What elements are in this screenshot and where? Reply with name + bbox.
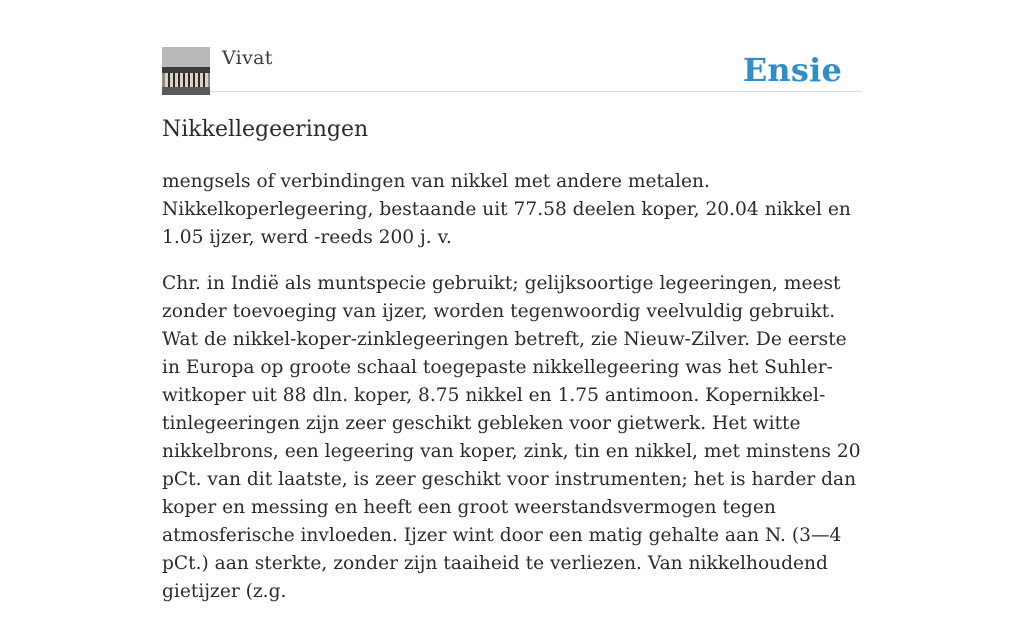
article-title: Nikkellegeeringen [162, 117, 369, 142]
paragraph: mengsels of verbindingen van nikkel met andere metalen. Nikkelkoperlegeering, bestaande uit 77.58 deelen koper, 20.04 nikkel en 1.05 ijzer, werd -reeds 200 j. v. [162, 171, 851, 248]
header [162, 0, 862, 92]
books-icon [162, 47, 210, 95]
article-body [162, 168, 862, 624]
paragraph: Chr. in Indië als muntspecie gebruikt; gelijksoortige legeeringen, meest zonder toevoeging van ijzer, worden tegenwoordig veelvuldig gebruikt. Wat de nikkel-koper-zinklegeeringen betreft, zie Nieuw-Zilver. De eerste in Europa op groote schaal toegepaste nikkellegeering was het Suhler-witkoper uit 88 dln. koper, 8.75 nikkel en 1.75 antimoon. Kopernikkel-tinlegeeringen zijn zeer geschikt gebleken voor gietwerk. Het witte nikkelbrons, een legeering van koper, zink, tin en nikkel, met minstens 20 pCt. van dit laatste, is zeer geschikt voor instrumenten; het is harder dan koper en messing en heeft een groot weerstandsvermogen tegen atmosferische invloeden. Ijzer wint door een matig gehalte aan N. (3—4 pCt.) aan sterkte, zonder zijn taaiheid te verliezen. Van nikkelhoudend gietijzer (z.g. [162, 273, 861, 602]
author-name[interactable]: Vivat [222, 47, 273, 69]
article-page [162, 0, 862, 602]
avatar[interactable] [162, 47, 210, 95]
brand-logo[interactable]: Ensie [742, 51, 842, 89]
